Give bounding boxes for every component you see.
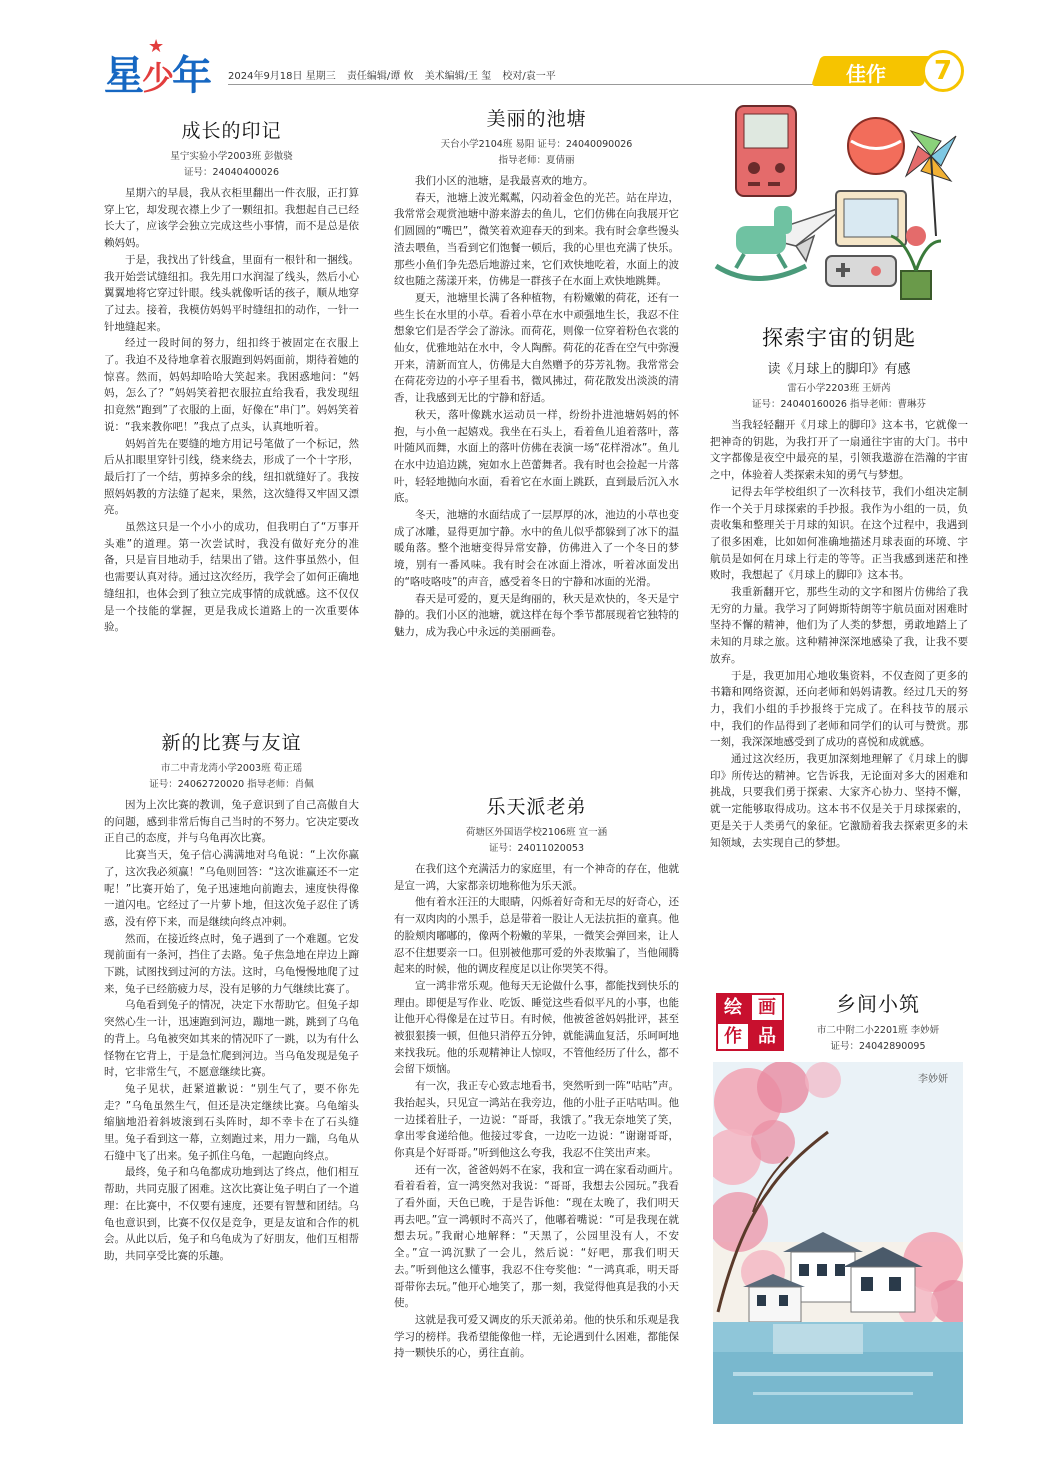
- article-cert: 证号：24062720020 指导老师：肖佩: [149, 779, 314, 790]
- paragraph: 于是，我找出了针线盒，里面有一根针和一捆线。我开始尝试缝纽扣。我先用口水润湿了线头，然后小心翼翼地将它穿过针眼。线头就像听话的孩子，顺从地穿了过去。接着，我模仿妈妈平时缝纽扣的动作，一针一针地缝起来。: [104, 253, 359, 333]
- painting-title: 乡间小筑: [836, 992, 920, 1016]
- section-tag: [816, 50, 966, 90]
- paragraph: 夏天，池塘里长满了各种植物，有粉嫩嫩的荷花，还有一些生长在水里的小草。看着小草在水中顽强地生长，我忍不住想象它们是否学会了游泳。而荷花，则像一位穿着粉色衣裳的仙女，优雅地站在水中，令人陶醉。荷花的花香在空气中弥漫开来，清新而宜人，仿佛是大自然赠予的芬芳礼物。我常常会在荷花旁边的小亭子里看书，微风拂过，荷花散发出淡淡的清香，让我感到无比的宁静和舒适。: [394, 291, 679, 405]
- paragraph: 他有着水汪汪的大眼睛，闪烁着好奇和无尽的好奇心，还有一双肉肉的小黑手，总是带着一股让人无法抗拒的童真。他的脸颊肉嘟嘟的，像两个粉嫩的苹果，一微笑会弹回来，让人忍不住想要亲一口。但别被他那可爱的外表欺骗了，当他闹腾起来的时候，他的调皮程度足以让你哭笑不得。: [394, 896, 679, 976]
- article-title: 美丽的池塘: [486, 108, 587, 130]
- issue-date: 2024年9月18日 星期三: [228, 71, 336, 82]
- editor-credit: 责任编辑/谭 攸: [346, 71, 414, 82]
- article-byline: 市二中青龙湾小学2003班 荀正瑶: [160, 763, 303, 774]
- article-body: [104, 185, 359, 636]
- article-body: [710, 417, 968, 851]
- painting-byline: 市二中附二小2201班 李妙妍: [816, 1025, 940, 1036]
- article-subtitle: 读《月球上的脚印》有感: [767, 362, 911, 377]
- art-editor-credit: 美术编辑/王 玺: [424, 71, 492, 82]
- gamepad-icon: [826, 256, 896, 286]
- paragraph: 春天，池塘上波光粼粼，闪动着金色的光芒。站在岸边，我常常会观赏池塘中游来游去的鱼儿，它们仿佛在向我展开它们圆圆的“嘴巴”，微笑着欢迎春天的到来。我有时会拿些馒头渣去喂鱼，当看到它们饱餐一顿后，我的心里也充满了快乐。那些小鱼们争先恐后地游过来，它们欢快地吃着，水面上的波纹也随之荡漾开来，仿佛是一群孩子在水面上欢快地跳舞。: [394, 191, 679, 288]
- article-growth: [104, 116, 359, 636]
- paragraph: 最终，兔子和乌龟都成功地到达了终点，他们相互帮助，共同克服了困难。这次比赛让兔子明白了一个道理：在比赛中，不仅要有速度，还要有智慧和团结。乌龟也意识到，比赛不仅仅是竞争，更是友谊和合作的机会。从此以后，兔子和乌龟成为了好朋友，他们互相帮助，共同享受比赛的乐趣。: [104, 1166, 359, 1262]
- paragraph: 经过一段时间的努力，纽扣终于被固定在衣服上了。我迫不及待地拿着衣服跑到妈妈面前，期待着她的惊喜。然而，妈妈却哈哈大笑起来。我困惑地问：“妈妈，怎么了？”妈妈笑着把衣服拉直给我看，我发现纽扣竟然“跑到”了衣服的上面，好像在“串门”。妈妈笑着说：“我来教你吧！”我点了点头，认真地听着。: [104, 337, 359, 433]
- paragraph: 比赛当天，兔子信心满满地对乌龟说：“上次你赢了，这次我必须赢！”乌龟则回答：“这次谁赢还不一定呢！”比赛开始了，兔子迅速地向前跑去，速度快得像一道闪电。它经过了一片萝卜地，但这次兔子忍住了诱惑，没有停下来，而是继续向终点冲刺。: [104, 849, 359, 928]
- paragraph: 在我们这个充满活力的家庭里，有一个神奇的存在，他就是宣一鸿，大家都亲切地称他为乐天派。: [394, 863, 679, 892]
- paragraph: 因为上次比赛的教训，兔子意识到了自己高傲自大的问题，感到非常后悔自己当时的不努力。它决定要改正自己的态度，并与乌龟再次比赛。: [104, 799, 359, 845]
- section-name: 佳作: [846, 62, 886, 86]
- paragraph: 虽然这只是一个小小的成功，但我明白了“万事开头难”的道理。第一次尝试时，我没有做好充分的准备，只是盲目地动手，结果出了错。这件事虽然小，但也需要认真对待。通过这次经历，我学会了如何正确地缝纽扣，也体会到了独立完成事情的成就感。这不仅仅是一个技能的掌握，更是我成长道路上的一次重要体验。: [104, 521, 359, 634]
- paragraph: 兔子见状，赶紧道歉说：“别生气了，要不你先走？”乌龟虽然生气，但还是决定继续比赛。乌龟缩头缩脑地沿着斜坡滚到石头阵时，却不幸卡在了石头缝里。兔子看到这一幕，立刻跑过来，用力一踹，乌龟从石缝中飞了出来。兔子抓住乌龟，一起跑向终点。: [104, 1082, 359, 1162]
- logo-char: 星: [104, 53, 142, 99]
- paragraph: 当我轻轻翻开《月球上的脚印》这本书，它就像一把神奇的钥匙，为我打开了一扇通往宇宙的大门。书中文字都像是夜空中最亮的星，引领我遨游在浩瀚的宇宙之中，体验着人类探索未知的勇气与梦想。: [710, 419, 968, 482]
- pinwheel-icon: [906, 131, 956, 236]
- article-body: [394, 861, 679, 1362]
- logo-char: 少: [142, 59, 173, 97]
- article-body: [104, 797, 359, 1265]
- article-brother: [394, 792, 679, 1362]
- painting-cert: 证号：24042890095: [830, 1041, 926, 1052]
- paragraph: 于是，我更加用心地收集资料，不仅查阅了更多的书籍和网络资源，还向老师和妈妈请教。经过几天的努力，我们小组的手抄报终于完成了。在科技节的展示中，我们的作品得到了老师和同学们的认可与赞赏。那一刻，我深深地感受到了成功的喜悦和成就感。: [710, 669, 968, 749]
- paragraph: 冬天，池塘的水面结成了一层厚厚的冰，池边的小草也变成了冰雕，显得更加宁静。水中的鱼儿似乎都躲到了冰下的温暖角落。整个池塘变得异常安静，仿佛进入了一个冬日的梦境，别有一番风味。我有时会在冰面上滑冰，听着冰面发出的“咯吱咯吱”的声音，感受着冬日的宁静和冰面的光滑。: [394, 509, 679, 588]
- paragraph: 我重新翻开它，那些生动的文字和图片仿佛给了我无穷的力量。我学习了阿姆斯特朗等宇航员面对困难时坚持不懈的精神，他们为了人类的梦想，勇敢地踏上了未知的月球之旅。这种精神深深地感染了我，让我不要放弃。: [710, 586, 968, 665]
- article-title: 成长的印记: [181, 120, 282, 142]
- paragraph: 星期六的早晨，我从衣柜里翻出一件衣服，正打算穿上它，却发现衣襟上少了一颗纽扣。我想起自己已经长大了，应该学会独立完成这些小事情，而不是总是依赖妈妈。: [104, 187, 359, 250]
- logo-char: 年: [172, 53, 211, 99]
- paragraph: 秋天，落叶像跳水运动员一样，纷纷扑进池塘妈妈的怀抱，与小鱼一起嬉戏。我坐在石头上，看着鱼儿追着落叶，落叶随风而舞，水面上的落叶仿佛在表演一场“花样滑冰”。鱼儿在水中边追边跳，宛如水上芭蕾舞者。我有时也会捡起一片落叶，轻轻地抛向水面，看着它在水面上跳跃，直到最后沉入水底。: [394, 408, 679, 505]
- article-title: 乐天派老弟: [486, 796, 587, 818]
- river-water: [713, 1322, 963, 1424]
- paragraph: 还有一次，爸爸妈妈不在家，我和宣一鸿在家看动画片。看着看着，宣一鸿突然对我说：“哥哥，我想去公园玩。”我看了看外面，天色已晚，于是告诉他：“现在太晚了，我们明天再去吧。”宣一鸿顿时不高兴了，他嘟着嘴说：“可是我现在就想去玩。”我耐心地解释：“天黑了，公园里没有人，不安全。”宣一鸿沉默了一会儿，然后说：“好吧，那我们明天去。”听到他这么懂事，我忍不住夸奖他：“一鸿真乖，明天哥哥带你去玩。”他开心地笑了，那一刻，我觉得他真是我的小天使。: [394, 1163, 679, 1310]
- article-cert: 证号：24040400026: [184, 167, 279, 178]
- star-icon: ★: [148, 36, 165, 57]
- proofread-credit: 校对/袁一平: [502, 71, 556, 82]
- paragraph: 宣一鸿非常乐观。他每天无论做什么事，都能找到快乐的理由。即便是写作业、吃饭、睡觉这些看似平凡的小事，也能让他开心得像是在过节日。有时候，他被爸爸妈妈批评，甚至被狠狠揍一顿，但他只消停五分钟，就能满血复活，乐呵呵地来找我玩。他的乐观精神让人惊叹，不管他经历了什么，都不会留下烦恼。: [394, 979, 679, 1076]
- tag-char: 作: [716, 1022, 750, 1051]
- article-title: 探索宇宙的钥匙: [762, 326, 916, 350]
- paragraph: 我们小区的池塘，是我最喜欢的地方。: [415, 175, 594, 187]
- masthead-divider: [228, 84, 828, 85]
- issue-meta: [228, 67, 564, 82]
- village-painting: [713, 1062, 963, 1424]
- article-byline: 荷塘区外国语学校2106班 宣一涵: [465, 827, 608, 838]
- article-title: 新的比赛与友谊: [161, 732, 302, 754]
- paragraph: 春天是可爱的，夏天是绚丽的，秋天是欢快的，冬天是宁静的。我们小区的池塘，就这样在每个季节都展现着它独特的魅力，成为我心中永远的美丽画卷。: [394, 592, 679, 638]
- article-teacher: 指导老师：夏倩丽: [498, 155, 575, 166]
- masthead: [0, 0, 1039, 110]
- tag-char: 画: [750, 993, 784, 1022]
- paragraph: 有一次，我正专心致志地看书，突然听到一阵“咕咕”声。我抬起头，只见宣一鸿站在我旁边，他的小肚子正咕咕叫。他一边揉着肚子，一边说：“哥哥，我饿了。”我无奈地笑了笑，拿出零食递给他。他接过零食，一边吃一边说：“谢谢哥哥，你真是个好哥哥。”听到他这么夸我，我忍不住笑出声来。: [394, 1080, 679, 1159]
- paragraph: 妈妈首先在要缝的地方用记号笔做了一个标记，然后从扣眼里穿针引线，绕来绕去，形成了一个十字形，最后打了一个结，剪掉多余的线，纽扣就缝好了。我按照妈妈教的方法缝了起来，果然，这次缝得又牢固又漂亮。: [104, 437, 359, 517]
- article-cert: 证号：24040160026 指导老师：曹琳芬: [751, 399, 926, 410]
- paragraph: 乌龟看到兔子的情况，决定下水帮助它。但兔子却突然心生一计，迅速跑到河边，蹦地一跳，跳到了乌龟的背上。乌龟被突如其来的情况吓了一跳，以为有什么怪物在它背上，于是急忙爬到河边。当乌龟发现是兔子时，它非常生气，不愿意继续比赛。: [104, 999, 359, 1079]
- painting-signature: 李妙妍: [918, 1074, 948, 1085]
- game-console-icon: [736, 106, 796, 196]
- article-race: [104, 728, 359, 1265]
- article-byline: 雷石小学2203班 王妍芮: [787, 383, 891, 394]
- paragraph: 通过这次经历，我更加深刻地理解了《月球上的脚印》所传达的精神。它告诉我，无论面对多大的困难和挑战，只要我们勇于探索、大家齐心协力、坚持不懈，就一定能够取得成功。这本书不仅是关于月球探索的，更是关于人类勇气的象征。它激励着我去探索更多的未知领域，去实现自己的梦想。: [710, 753, 968, 849]
- article-pond: [394, 104, 679, 641]
- painting-caption: [790, 988, 966, 1055]
- paragraph: 记得去年学校组织了一次科技节，我们小组决定制作一个关于月球探索的手抄报。我作为小组的一员，负责收集和整理关于月球的知识。在这个过程中，我遇到了很多困难，比如如何准确地描述月球表面的环境、宇航员是如何在月球上行走的等等。正当我感到迷茫和挫败时，我想起了《月球上的脚印》这本书。: [710, 485, 968, 582]
- article-key: [710, 322, 968, 851]
- tag-char: 品: [750, 1022, 784, 1051]
- paragraph: 然而，在接近终点时，兔子遇到了一个难题。它发现前面有一条河，挡住了去路。兔子焦急地在岸边上蹿下跳，试图找到过河的方法。这时，乌龟慢慢地爬了过来，兔子已经筋疲力尽，没有足够的力气继续比赛了。: [104, 932, 359, 995]
- tag-char: 绘: [716, 993, 750, 1022]
- paragraph: 这就是我可爱又调皮的乐天派弟弟。他的快乐和乐观是我学习的榜样。我希望能像他一样，无论遇到什么困难，都能保持一颗快乐的心，勇往直前。: [394, 1313, 679, 1360]
- page-number: 7: [922, 50, 964, 92]
- article-byline: 天台小学2104班 易阳 证号：24040090026: [440, 139, 633, 150]
- artwork-tag: [716, 993, 784, 1051]
- article-body: [394, 173, 679, 641]
- ball-icon: [848, 118, 904, 174]
- painting-artwork: [713, 1062, 963, 1424]
- article-cert: 证号：24011020053: [489, 843, 584, 854]
- article-byline: 星宁实验小学2003班 彭傲骁: [170, 151, 293, 162]
- toys-illustration: [696, 96, 966, 306]
